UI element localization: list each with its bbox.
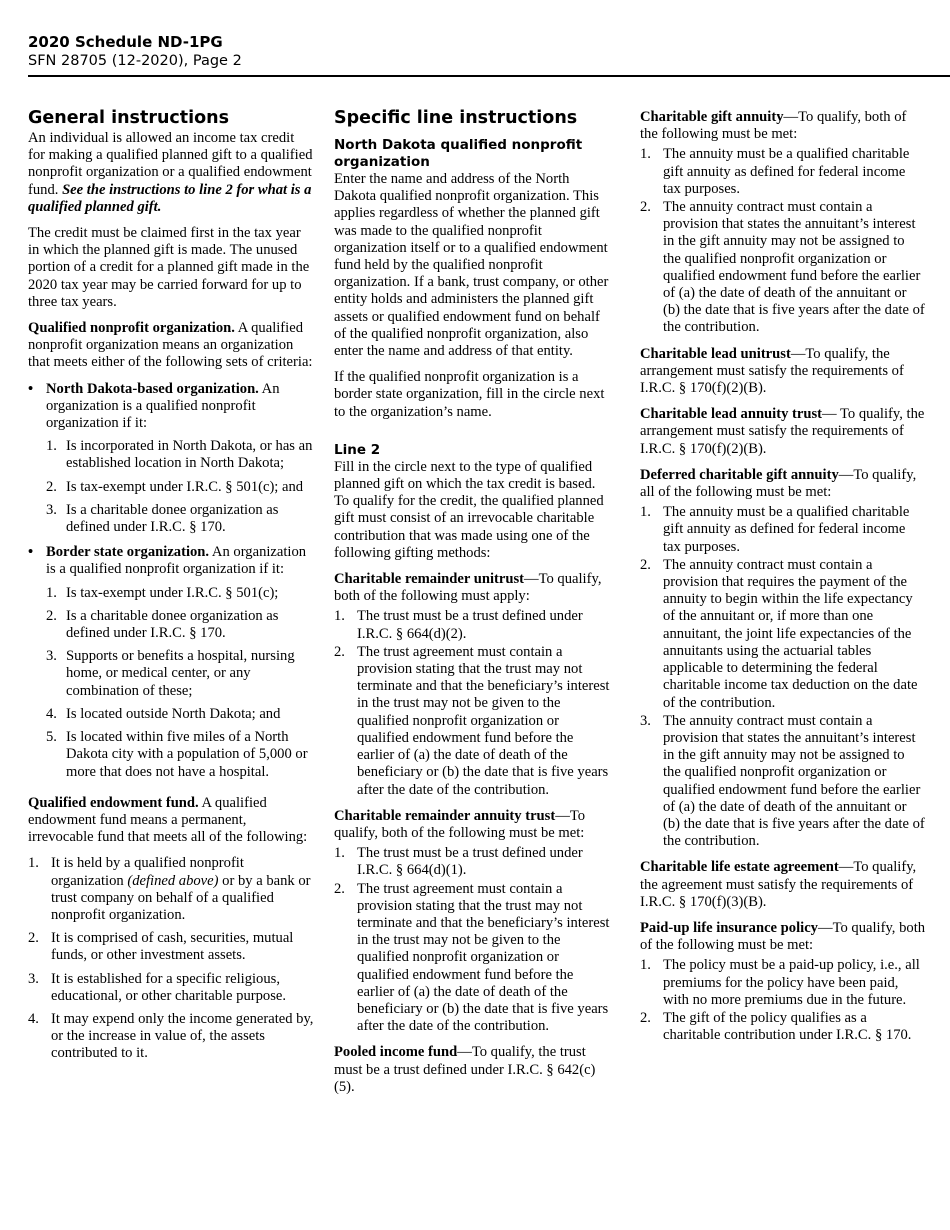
item-text: Supports or benefits a hospital, nursing home, or medical center, or any combination of these;	[66, 648, 295, 699]
item-text-cont: or by a bank or trust company on behalf of a qualified nonprofit organization.	[51, 872, 311, 923]
item-number: 3.	[46, 648, 57, 665]
item-number: 1.	[46, 438, 57, 455]
intro-text: An individual is allowed an income tax credit for making a qualified planned gift to a qualified nonprofit organization or a qualified endowment fund.	[28, 130, 313, 198]
cru-paragraph	[334, 571, 612, 605]
item-text: The annuity must be a qualified charitable gift annuity as defined for federal income tax purposes.	[663, 146, 910, 197]
nd-qualified-nonprofit-paragraph: Enter the name and address of the North Dakota qualified nonprofit organization. This applies regardless of whether the planned gift was made to the qualified nonprofit organization itself or to a qualified endowment fund held by the qualified nonprofit organization. If a bank, trust company, or other entity holds and administers the planned gift assets or qualified endowment fund on behalf of the qualified nonprofit organization, also enter the name and address of that entity.	[334, 171, 609, 360]
item-number: 2.	[46, 607, 57, 624]
item-emphasis: (defined above)	[127, 872, 219, 889]
clu-paragraph	[640, 346, 926, 398]
item-text: The annuity contract must contain a provision that states the annuitant’s interest in the gift annuity may not be assigned to the qualified nonprofit organization or qualified endowment fund before the earlier of (a) the date of death of the annuitant or (b) the date that is five years after the date of the contribution.	[663, 199, 925, 336]
item-number: 1.	[640, 957, 651, 974]
qualified-nonprofit-paragraph	[28, 320, 314, 372]
qualified-nonprofit-text: A qualified nonprofit organization means an organization that meets either of the following sets of criteria:	[28, 320, 313, 371]
pif-text: —To qualify, the trust must be a trust defined under I.R.C. § 642(c)(5).	[334, 1044, 596, 1095]
item-text: The annuity contract must contain a provision that states the annuitant’s interest in the gift annuity may not be assigned to the qualified nonprofit organization or qualified endowment fund before the earlier of (a) the date of death of the annuitant or (b) the date that is five years after the date of the contribution.	[663, 712, 925, 850]
dcga-items	[640, 504, 926, 850]
border-state-paragraph: If the qualified nonprofit organization is a border state organization, fill in the circle next to the organization’s name.	[334, 369, 605, 420]
item-number: 3.	[640, 712, 651, 729]
item-number: 2.	[334, 643, 345, 660]
qualified-endowment-paragraph	[28, 795, 314, 847]
clea-text: —To qualify, the agreement must satisfy the requirements of I.R.C. § 170(f)(3)(B).	[640, 859, 917, 910]
item-text: Is a charitable donee organization as defined under I.R.C. § 170.	[66, 607, 279, 642]
page-header	[28, 33, 950, 77]
list-item	[46, 502, 314, 536]
line-2-heading: Line 2	[334, 441, 381, 458]
border-state-term: Border state organization.	[46, 544, 210, 561]
item-text: The annuity contract must contain a provision that requires the payment of the annuity to begin within the life expectancy of the annuitant or, if more than one annuitant, the joint life expectancies of the annuitants using the actuarial tables applicable to determining the federal charitable income tax deduction on the date of the contribution.	[663, 556, 918, 711]
item-text: The trust agreement must contain a provision stating that the trust may not terminate and that the beneficiary’s interest in the trust may not be given to the qualified nonprofit organization or qualified endowment fund before the earlier of (a) the date of death of the beneficiary or (b) the date that is five years after the date of the contribution.	[357, 643, 610, 798]
list-item	[46, 729, 314, 781]
line-2-paragraph: Fill in the circle next to the type of qualified planned gift on which the tax credit is based. To qualify for the credit, the qualified planned gift must consist of an irrevocable charitable contribution that was made using one of the following gifting methods:	[334, 458, 604, 561]
item-text: It is established for a specific religious, educational, or other charitable purpose.	[51, 970, 287, 1004]
bullet-icon: •	[28, 380, 34, 397]
item-text: Is a charitable donee organization as defined under I.R.C. § 170.	[66, 501, 279, 536]
item-number: 1.	[640, 146, 651, 163]
item-text: It is comprised of cash, securities, mutual funds, or other investment assets.	[51, 930, 294, 964]
item-number: 2.	[640, 556, 651, 573]
item-number: 2.	[640, 1009, 651, 1026]
list-item	[640, 557, 926, 712]
item-number: 2.	[640, 199, 651, 216]
form-subtitle: SFN 28705 (12-2020), Page 2	[28, 53, 242, 69]
clat-text: — To qualify, the arrangement must satisfy the requirements of I.R.C. § 170(f)(2)(B).	[640, 406, 925, 457]
item-text: The policy must be a paid-up policy, i.e., all premiums for the policy have been paid, with no more premiums due in the future.	[663, 957, 920, 1008]
list-item	[334, 608, 612, 642]
item-number: 2.	[46, 478, 57, 495]
item-number: 4.	[28, 1010, 39, 1027]
item-number: 1.	[640, 504, 651, 521]
list-item	[46, 438, 314, 472]
dcga-term: Deferred charitable gift annuity	[640, 466, 839, 483]
cga-term: Charitable gift annuity	[640, 109, 784, 125]
list-item	[640, 504, 926, 556]
list-item	[28, 1011, 314, 1063]
nd-based-term: North Dakota-based organization.	[46, 380, 259, 397]
intro-emphasis: See the instructions to line 2 for what is a qualified planned gift.	[28, 181, 312, 215]
general-instructions-heading: General instructions	[28, 108, 230, 128]
list-item	[334, 845, 612, 879]
border-state-text: An organization is a qualified nonprofit organization if it:	[46, 544, 307, 578]
clu-text: —To qualify, the arrangement must satisfy the requirements of I.R.C. § 170(f)(2)(B).	[640, 345, 904, 397]
nd-qualified-nonprofit-subheading: North Dakota qualified nonprofit organization	[334, 137, 583, 170]
item-text: The trust must be a trust defined under I.R.C. § 664(d)(1).	[357, 845, 583, 879]
item-text: Is incorporated in North Dakota, or has an established location in North Dakota;	[66, 438, 313, 472]
item-number: 2.	[28, 930, 39, 947]
item-number: 3.	[28, 970, 39, 987]
qualified-endowment-text: A qualified endowment fund means a permanent, irrevocable fund that meets all of the following:	[28, 794, 308, 846]
clea-paragraph	[640, 859, 926, 911]
nd-based-text: An organization is a qualified nonprofit organization if it:	[46, 380, 280, 432]
list-item	[640, 146, 926, 198]
crat-text: —To qualify, both of the following must be met:	[334, 807, 586, 841]
item-text: The gift of the policy qualifies as a charitable contribution under I.R.C. § 170.	[663, 1009, 912, 1044]
column-general-instructions	[28, 108, 314, 1072]
cru-term: Charitable remainder unitrust	[334, 571, 524, 588]
puli-paragraph	[640, 920, 926, 954]
qualified-endowment-items	[28, 855, 314, 1062]
dcga-paragraph	[640, 467, 926, 501]
item-text: The trust must be a trust defined under I.R.C. § 664(d)(2).	[357, 608, 583, 642]
clu-term: Charitable lead unitrust	[640, 345, 791, 362]
specific-instructions-heading: Specific line instructions	[334, 108, 578, 128]
list-item	[28, 930, 314, 964]
list-item	[46, 479, 314, 496]
clat-paragraph	[640, 406, 926, 458]
qualified-endowment-term: Qualified endowment fund.	[28, 794, 199, 811]
nd-based-items	[46, 438, 314, 536]
list-item	[46, 608, 314, 642]
spacer	[334, 430, 612, 442]
puli-text: —To qualify, both of the following must be met:	[640, 919, 926, 954]
credit-paragraph: The credit must be claimed first in the tax year in which the planned gift is made. The unused portion of a credit for a planned gift made in the 2020 tax year may be carried forward for up to three tax years.	[28, 225, 310, 310]
item-text: It may expend only the income generated by, or the increase in value of, the assets contributed to it.	[51, 1010, 314, 1062]
cga-paragraph	[640, 109, 926, 143]
list-item	[640, 199, 926, 337]
cga-items	[640, 146, 926, 336]
list-item	[46, 585, 314, 602]
list-item	[46, 648, 314, 700]
nd-based-criteria	[28, 381, 314, 537]
item-number: 1.	[334, 845, 345, 862]
item-number: 4.	[46, 705, 57, 722]
item-number: 1.	[334, 608, 345, 625]
puli-items	[640, 957, 926, 1044]
list-item	[640, 713, 926, 851]
item-text: It is held by a qualified nonprofit organization	[51, 855, 244, 889]
item-text: The annuity must be a qualified charitable gift annuity as defined for federal income tax purposes.	[663, 504, 910, 555]
column-specific-line-instructions	[334, 108, 612, 1105]
qualified-nonprofit-term: Qualified nonprofit organization.	[28, 320, 235, 337]
list-item	[640, 1010, 926, 1044]
item-number: 1.	[28, 855, 39, 872]
border-state-criteria	[28, 544, 314, 780]
crat-paragraph	[334, 808, 612, 842]
crat-term: Charitable remainder annuity trust	[334, 807, 556, 824]
cga-text: —To qualify, both of the following must be met:	[640, 109, 907, 143]
list-item	[46, 706, 314, 723]
clea-term: Charitable life estate agreement	[640, 859, 839, 876]
item-number: 3.	[46, 501, 57, 518]
item-number: 5.	[46, 729, 57, 746]
list-item	[334, 644, 612, 799]
item-number: 2.	[334, 880, 345, 897]
bullet-icon: •	[28, 544, 34, 561]
item-text: Is tax-exempt under I.R.C. § 501(c);	[66, 584, 279, 601]
item-text: Is tax-exempt under I.R.C. § 501(c); and	[66, 478, 304, 495]
item-text: Is located within five miles of a North Dakota city with a population of 5,000 or more that does not have a hospital.	[66, 729, 308, 780]
intro-paragraph	[28, 130, 314, 216]
organization-criteria-list	[28, 381, 314, 781]
crat-items	[334, 845, 612, 1035]
item-number: 1.	[46, 584, 57, 601]
pif-term: Pooled income fund	[334, 1044, 458, 1061]
cru-text: —To qualify, both of the following must apply:	[334, 571, 602, 605]
pif-paragraph	[334, 1044, 612, 1096]
puli-term: Paid-up life insurance policy	[640, 919, 818, 936]
form-title: 2020 Schedule ND-1PG	[28, 33, 223, 51]
border-state-items	[46, 585, 314, 781]
item-text: The trust agreement must contain a provision stating that the trust may not terminate and that the beneficiary’s interest in the trust may not be given to the qualified nonprofit organization or qualified endowment fund before the earlier of (a) the date of death of the beneficiary or (b) the date that is five years after the date of the contribution.	[357, 880, 610, 1035]
cru-items	[334, 608, 612, 798]
list-item	[640, 957, 926, 1009]
list-item	[28, 971, 314, 1005]
column-gift-types	[640, 109, 926, 1053]
list-item	[28, 855, 314, 924]
list-item	[334, 881, 612, 1036]
item-text: Is located outside North Dakota; and	[66, 705, 281, 722]
clat-term: Charitable lead annuity trust	[640, 406, 823, 423]
dcga-text: —To qualify, all of the following must be met:	[640, 466, 917, 501]
